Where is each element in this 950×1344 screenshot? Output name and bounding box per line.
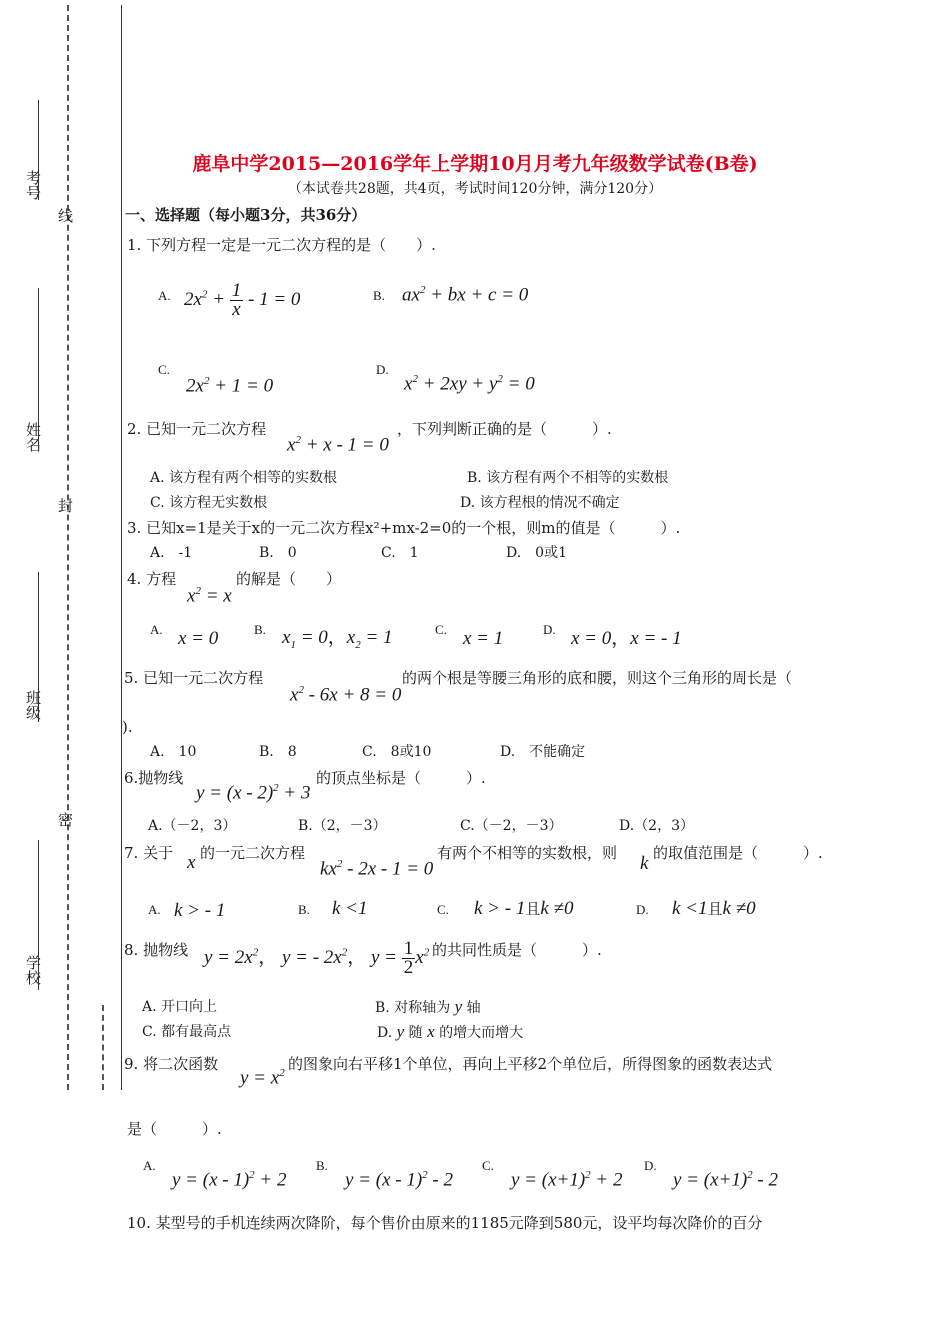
q7-var-x: x — [187, 852, 196, 873]
q9-option-c-formula: $y = (x+1)^2 + 2$ — [511, 1169, 623, 1191]
section-heading: 一、选择题（每小题3分，共36分） — [125, 206, 367, 224]
q6-option-c: C.（－2，－3） — [460, 818, 563, 834]
q7-stem-suffix: 的取值范围是（ ）. — [653, 844, 823, 862]
q8-option-b: B. 对称轴为 y 轴 — [375, 997, 481, 1016]
q4-stem-suffix: 的解是（ ） — [236, 570, 342, 588]
q4-option-d-label: D. — [543, 622, 556, 637]
q4-option-c-formula: x = 1 — [463, 628, 504, 649]
page-title: 鹿阜中学2015—2016学年上学期10月月考九年级数学试卷(B卷) — [192, 153, 758, 175]
q7-option-a-label: A. — [148, 902, 161, 917]
q4-stem-prefix: 4. 方程 — [127, 570, 177, 588]
q2-stem-prefix: 2. 已知一元二次方程 — [127, 420, 267, 438]
q5-stem-prefix: 5. 已知一元二次方程 — [124, 669, 264, 687]
q9-stem-prefix: 9. 将二次函数 — [124, 1055, 219, 1073]
q10-stem: 10. 某型号的手机连续两次降阶，每个售价由原来的1185元降到580元，设平均每次降价的百分 — [127, 1214, 763, 1232]
q4-option-b-label: B. — [254, 622, 266, 637]
q2-option-a: A. 该方程有两个相等的实数根 — [150, 470, 338, 486]
q3-option-d: D. 0或1 — [506, 545, 567, 561]
q7-option-b-formula: k <1 — [332, 898, 368, 919]
q4-option-a-label: A. — [150, 622, 163, 637]
q2-option-d: D. 该方程根的情况不确定 — [460, 495, 620, 511]
q4-option-c-label: C. — [435, 622, 447, 637]
q1-option-d-formula: $x^2 + 2xy + y^2 = 0$ — [404, 373, 535, 395]
q8-stem-prefix: 8. 抛物线 — [124, 941, 189, 959]
q8-option-d: D. y 随 x 的增大而增大 — [377, 1022, 524, 1041]
q4-equation: $x^2 = x$ — [187, 585, 232, 607]
q2-option-b: B. 该方程有两个不相等的实数根 — [467, 470, 669, 486]
q7-option-d-label: D. — [636, 902, 649, 917]
line-name — [38, 288, 39, 448]
q8-equations: $y = 2x^2$， y = - $2x^2$， y = $\frac{1}{2}$ $x^2$ — [204, 938, 430, 978]
q1-option-a-label: A. — [158, 288, 171, 303]
q2-option-c: C. 该方程无实数根 — [150, 495, 268, 511]
q9-option-b-label: B. — [316, 1158, 328, 1173]
q3-option-c: C. 1 — [381, 545, 419, 561]
q7-option-c-label: C. — [437, 902, 449, 917]
line-school — [38, 840, 39, 990]
label-class: 班级 — [24, 690, 42, 720]
q1-stem: 1. 下列方程一定是一元二次方程的是（ ）. — [127, 236, 436, 254]
q9-stem-wrap: 是（ ）. — [127, 1120, 222, 1138]
q5-option-b: B. 8 — [259, 744, 297, 760]
q4-option-d-formula: x = 0，x = - 1 — [571, 628, 682, 649]
q4-option-a-formula: x = 0 — [178, 628, 219, 649]
q6-option-d: D.（2，3） — [619, 818, 694, 834]
q8-option-a: A. 开口向上 — [142, 999, 218, 1015]
q7-equation: $kx^2 - 2x - 1 = 0$ — [320, 858, 434, 880]
q9-option-b-formula: y = (x - 1)$^2$ - 2 — [345, 1169, 453, 1191]
q8-stem-suffix: 的共同性质是（ ）. — [432, 941, 602, 959]
q1-option-b-label: B. — [373, 288, 385, 303]
q9-option-c-label: C. — [482, 1158, 494, 1173]
q6-stem-suffix: 的顶点坐标是（ ）. — [316, 769, 486, 787]
q7-option-a-formula: k > - 1 — [174, 900, 226, 921]
q6-equation: y = (x - 2)$^2$ + 3 — [196, 782, 311, 804]
q7-stem-prefix: 7. 关于 — [124, 844, 174, 862]
q4-option-b-formula: $x_1 = 0$，$x_2 = 1$ — [282, 627, 393, 651]
q5-stem-wrap: ). — [122, 718, 133, 736]
q5-option-a: A. 10 — [150, 744, 197, 760]
seal-char-mi: 密 — [56, 812, 74, 827]
q7-option-c-formula: k > - 1且k ≠0 — [474, 898, 574, 919]
q7-var-k: k — [640, 853, 649, 874]
seal-char-xian: 线 — [56, 208, 74, 223]
q5-equation: $x^2 - 6x + 8 = 0$ — [290, 684, 402, 706]
q1-option-b-formula: $ax^2$ + bx + c = 0 — [402, 284, 529, 306]
q5-stem-suffix: 的两个根是等腰三角形的底和腰，则这个三角形的周长是（ — [402, 669, 793, 687]
q7-option-b-label: B. — [298, 902, 310, 917]
page-subtitle: （本试卷共28题，共4页，考试时间120分钟，满分120分） — [287, 181, 663, 197]
q5-option-d: D. 不能确定 — [500, 744, 586, 760]
label-exam-number: 考号 — [24, 170, 42, 200]
q8-option-c: C. 都有最高点 — [142, 1024, 232, 1040]
q9-stem-suffix: 的图象向右平移1个单位，再向上平移2个单位后，所得图象的函数表达式 — [288, 1055, 773, 1073]
q3-option-a: A. -1 — [150, 545, 193, 561]
q1-option-c-formula: $2x^2 + 1 = 0$ — [186, 375, 274, 397]
label-school: 学校 — [24, 955, 42, 985]
margin-dashed-short — [102, 1005, 104, 1090]
q9-option-a-label: A. — [143, 1158, 156, 1173]
q1-option-c-label: C. — [158, 362, 170, 377]
q9-option-d-label: D. — [644, 1158, 657, 1173]
q9-equation: $y = x^2$ — [240, 1067, 285, 1089]
q6-stem-prefix: 6.抛物线 — [124, 769, 184, 787]
q7-stem-mid1: 的一元二次方程 — [200, 844, 306, 862]
q1-option-a-formula: $2x^2$ + $\frac{1}{x}$ - 1 = 0 — [184, 280, 301, 320]
label-name: 姓名 — [24, 422, 42, 452]
line-class — [38, 572, 39, 722]
q7-option-d-formula: k <1且k ≠0 — [672, 898, 756, 919]
q5-option-c: C. 8或10 — [362, 744, 432, 760]
q1-option-d-label: D. — [376, 362, 389, 377]
q6-option-b: B.（2，－3） — [298, 818, 387, 834]
q9-option-a-formula: y = (x - 1)$^2$ + 2 — [172, 1169, 287, 1191]
q2-stem-suffix: ，下列判断正确的是（ ）. — [397, 420, 612, 438]
q3-stem: 3. 已知x=1是关于x的一元二次方程x²+mx-2=0的一个根，则m的值是（ ）. — [127, 519, 681, 537]
q6-option-a: A.（－2，3） — [148, 818, 237, 834]
q7-stem-mid2: 有两个不相等的实数根，则 — [437, 844, 618, 862]
q9-option-d-formula: $y = (x+1)^2 - 2$ — [673, 1169, 778, 1191]
seal-char-feng: 封 — [56, 498, 74, 513]
q2-equation: $x^2 + x - 1 = 0$ — [287, 434, 389, 456]
q3-option-b: B. 0 — [259, 545, 297, 561]
